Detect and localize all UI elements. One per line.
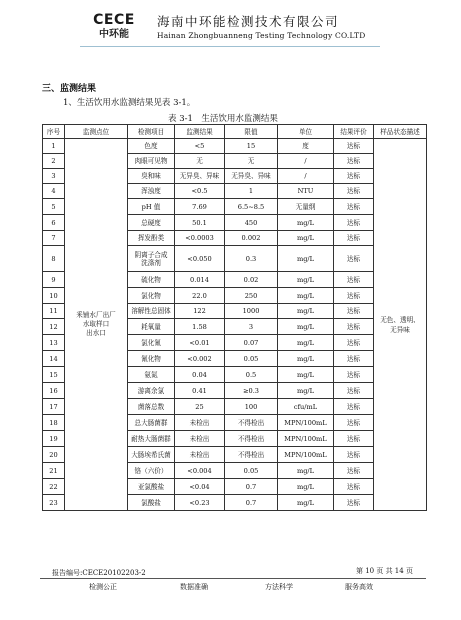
evaluation: 达标 bbox=[334, 154, 374, 169]
test-result: 1.58 bbox=[175, 319, 225, 335]
monitoring-location bbox=[65, 139, 128, 511]
test-result: 未检出 bbox=[175, 447, 225, 463]
limit-value: 450 bbox=[225, 215, 278, 231]
header-rule bbox=[80, 46, 380, 47]
unit: MPN/100mL bbox=[278, 415, 334, 431]
test-result: 22.0 bbox=[175, 288, 225, 304]
row-index: 16 bbox=[43, 383, 65, 399]
row-index: 2 bbox=[43, 154, 65, 169]
limit-value: 不得检出 bbox=[225, 447, 278, 463]
unit: mg/L bbox=[278, 215, 334, 231]
limit-value: 0.05 bbox=[225, 463, 278, 479]
row-index: 13 bbox=[43, 335, 65, 351]
test-result: <0.5 bbox=[175, 184, 225, 199]
test-item: 阴离子合成洗涤剂 bbox=[128, 246, 175, 272]
unit: NTU bbox=[278, 184, 334, 199]
test-item: 氯化物 bbox=[128, 288, 175, 304]
row-index: 20 bbox=[43, 447, 65, 463]
row-index: 4 bbox=[43, 184, 65, 199]
location-line: 釆铺水厂出厂 bbox=[76, 311, 116, 319]
limit-value: 无异臭、异味 bbox=[225, 169, 278, 184]
test-result: <0.23 bbox=[175, 495, 225, 511]
logo-en-text: CECE bbox=[93, 12, 135, 28]
row-index: 7 bbox=[43, 231, 65, 246]
motto-item: 数据准确 bbox=[180, 583, 208, 591]
limit-value: 不得检出 bbox=[225, 431, 278, 447]
unit: mg/L bbox=[278, 288, 334, 304]
test-result: 0.04 bbox=[175, 367, 225, 383]
unit: 无量纲 bbox=[278, 199, 334, 215]
evaluation: 达标 bbox=[334, 288, 374, 304]
row-index: 11 bbox=[43, 304, 65, 319]
evaluation: 达标 bbox=[334, 495, 374, 511]
unit: mg/L bbox=[278, 272, 334, 288]
evaluation: 达标 bbox=[334, 304, 374, 319]
test-item: 硫化物 bbox=[128, 272, 175, 288]
row-index: 1 bbox=[43, 139, 65, 154]
test-item: 总硬度 bbox=[128, 215, 175, 231]
section-title: 三、监测结果 bbox=[42, 84, 97, 94]
row-index: 18 bbox=[43, 415, 65, 431]
limit-value: 0.7 bbox=[225, 495, 278, 511]
evaluation: 达标 bbox=[334, 231, 374, 246]
test-item: 亚氯酸盐 bbox=[128, 479, 175, 495]
unit: mg/L bbox=[278, 383, 334, 399]
test-result: <0.04 bbox=[175, 479, 225, 495]
test-item: 游离余氯 bbox=[128, 383, 175, 399]
test-item: 臭和味 bbox=[128, 169, 175, 184]
unit: mg/L bbox=[278, 351, 334, 367]
test-item: 耐热大肠菌群 bbox=[128, 431, 175, 447]
limit-value: 250 bbox=[225, 288, 278, 304]
col-header: 限值 bbox=[225, 125, 278, 139]
col-header: 序号 bbox=[43, 125, 65, 139]
results-table bbox=[42, 124, 427, 511]
evaluation: 达标 bbox=[334, 447, 374, 463]
limit-value: 0.05 bbox=[225, 351, 278, 367]
unit: mg/L bbox=[278, 335, 334, 351]
test-result: <0.004 bbox=[175, 463, 225, 479]
logo-cn-text: 中环能 bbox=[99, 29, 129, 40]
test-item: pH 值 bbox=[128, 199, 175, 215]
page-number: 第 10 页 共 14 页 bbox=[356, 567, 413, 575]
test-result: 无异臭、异味 bbox=[175, 169, 225, 184]
test-item: 铬（六价） bbox=[128, 463, 175, 479]
evaluation: 达标 bbox=[334, 199, 374, 215]
limit-value: 100 bbox=[225, 399, 278, 415]
col-header: 单位 bbox=[278, 125, 334, 139]
evaluation: 达标 bbox=[334, 335, 374, 351]
footer-rule bbox=[40, 578, 426, 579]
row-index: 5 bbox=[43, 199, 65, 215]
unit: / bbox=[278, 154, 334, 169]
limit-value: 0.7 bbox=[225, 479, 278, 495]
limit-value: 0.07 bbox=[225, 335, 278, 351]
evaluation: 达标 bbox=[334, 184, 374, 199]
row-index: 17 bbox=[43, 399, 65, 415]
company-logo bbox=[84, 12, 144, 42]
company-name-cn: 海南中环能检测技术有限公司 bbox=[157, 14, 340, 29]
test-item: 总大肠菌群 bbox=[128, 415, 175, 431]
evaluation: 达标 bbox=[334, 139, 374, 154]
row-index: 21 bbox=[43, 463, 65, 479]
test-item: 挥发酚类 bbox=[128, 231, 175, 246]
test-item: 溶解性总固体 bbox=[128, 304, 175, 319]
unit: mg/L bbox=[278, 367, 334, 383]
evaluation: 达标 bbox=[334, 215, 374, 231]
row-index: 12 bbox=[43, 319, 65, 335]
evaluation: 达标 bbox=[334, 383, 374, 399]
test-result: 7.69 bbox=[175, 199, 225, 215]
test-item: 菌落总数 bbox=[128, 399, 175, 415]
sample-state bbox=[374, 139, 427, 511]
evaluation: 达标 bbox=[334, 169, 374, 184]
evaluation: 达标 bbox=[334, 431, 374, 447]
col-header: 结果评价 bbox=[334, 125, 374, 139]
limit-value: 0.3 bbox=[225, 246, 278, 272]
unit: MPN/100mL bbox=[278, 431, 334, 447]
unit: mg/L bbox=[278, 231, 334, 246]
test-result: 未检出 bbox=[175, 415, 225, 431]
sample-state-line: 无异味 bbox=[390, 325, 410, 334]
test-result: <0.01 bbox=[175, 335, 225, 351]
test-item: 耗氧量 bbox=[128, 319, 175, 335]
row-index: 10 bbox=[43, 288, 65, 304]
limit-value: 0.002 bbox=[225, 231, 278, 246]
evaluation: 达标 bbox=[334, 319, 374, 335]
unit: mg/L bbox=[278, 304, 334, 319]
test-item: 大肠埃希氏菌 bbox=[128, 447, 175, 463]
unit: mg/L bbox=[278, 319, 334, 335]
test-result: <0.0003 bbox=[175, 231, 225, 246]
evaluation: 达标 bbox=[334, 246, 374, 272]
test-item: 色度 bbox=[128, 139, 175, 154]
limit-value: 1 bbox=[225, 184, 278, 199]
row-index: 19 bbox=[43, 431, 65, 447]
row-index: 22 bbox=[43, 479, 65, 495]
test-item: 氯化氰 bbox=[128, 335, 175, 351]
sample-state-line: 无色、透明、 bbox=[380, 315, 420, 324]
table-header-row bbox=[43, 125, 427, 139]
test-item: 肉眼可见物 bbox=[128, 154, 175, 169]
evaluation: 达标 bbox=[334, 415, 374, 431]
limit-value: 0.5 bbox=[225, 367, 278, 383]
col-header: 检测项目 bbox=[128, 125, 175, 139]
row-index: 8 bbox=[43, 246, 65, 272]
evaluation: 达标 bbox=[334, 367, 374, 383]
test-item: 浑浊度 bbox=[128, 184, 175, 199]
report-number: 报告编号:CECE20102203-2 bbox=[52, 569, 146, 577]
unit: mg/L bbox=[278, 246, 334, 272]
row-index: 14 bbox=[43, 351, 65, 367]
limit-value: ≥0.3 bbox=[225, 383, 278, 399]
motto-item: 服务高效 bbox=[345, 583, 373, 591]
evaluation: 达标 bbox=[334, 399, 374, 415]
unit: 度 bbox=[278, 139, 334, 154]
limit-value: 0.02 bbox=[225, 272, 278, 288]
row-index: 9 bbox=[43, 272, 65, 288]
evaluation: 达标 bbox=[334, 272, 374, 288]
evaluation: 达标 bbox=[334, 351, 374, 367]
unit: mg/L bbox=[278, 463, 334, 479]
motto-item: 方法科学 bbox=[265, 583, 293, 591]
unit: cfu/mL bbox=[278, 399, 334, 415]
limit-value: 6.5~8.5 bbox=[225, 199, 278, 215]
test-result: 0.014 bbox=[175, 272, 225, 288]
test-result: 未检出 bbox=[175, 431, 225, 447]
col-header: 样品状态描述 bbox=[374, 125, 427, 139]
motto-item: 检测公正 bbox=[89, 583, 117, 591]
location-line: 水取样口 bbox=[82, 320, 110, 328]
limit-value: 1000 bbox=[225, 304, 278, 319]
row-index: 6 bbox=[43, 215, 65, 231]
test-result: 50.1 bbox=[175, 215, 225, 231]
test-result: 122 bbox=[175, 304, 225, 319]
test-item: 氯酸盐 bbox=[128, 495, 175, 511]
company-name-en: Hainan Zhongbuanneng Testing Technology CO.LTD bbox=[157, 31, 366, 40]
test-result: 25 bbox=[175, 399, 225, 415]
limit-value: 15 bbox=[225, 139, 278, 154]
evaluation: 达标 bbox=[334, 479, 374, 495]
col-header: 监测结果 bbox=[175, 125, 225, 139]
test-result: <0.002 bbox=[175, 351, 225, 367]
test-result: 无 bbox=[175, 154, 225, 169]
limit-value: 3 bbox=[225, 319, 278, 335]
unit: mg/L bbox=[278, 479, 334, 495]
unit: MPN/100mL bbox=[278, 447, 334, 463]
test-item: 氰化物 bbox=[128, 351, 175, 367]
test-result: <5 bbox=[175, 139, 225, 154]
test-result: 0.41 bbox=[175, 383, 225, 399]
limit-value: 不得检出 bbox=[225, 415, 278, 431]
row-index: 3 bbox=[43, 169, 65, 184]
limit-value: 无 bbox=[225, 154, 278, 169]
unit: mg/L bbox=[278, 495, 334, 511]
col-header: 监测点位 bbox=[65, 125, 128, 139]
table-caption: 表 3-1 生活饮用水监测结果 bbox=[168, 114, 278, 124]
test-item: 氨氮 bbox=[128, 367, 175, 383]
test-result: <0.050 bbox=[175, 246, 225, 272]
row-index: 15 bbox=[43, 367, 65, 383]
table-row bbox=[43, 139, 427, 154]
row-index: 23 bbox=[43, 495, 65, 511]
intro-paragraph: 1、生活饮用水监测结果见表 3-1。 bbox=[63, 98, 196, 108]
unit: / bbox=[278, 169, 334, 184]
evaluation: 达标 bbox=[334, 463, 374, 479]
location-line: 出水口 bbox=[86, 329, 106, 337]
